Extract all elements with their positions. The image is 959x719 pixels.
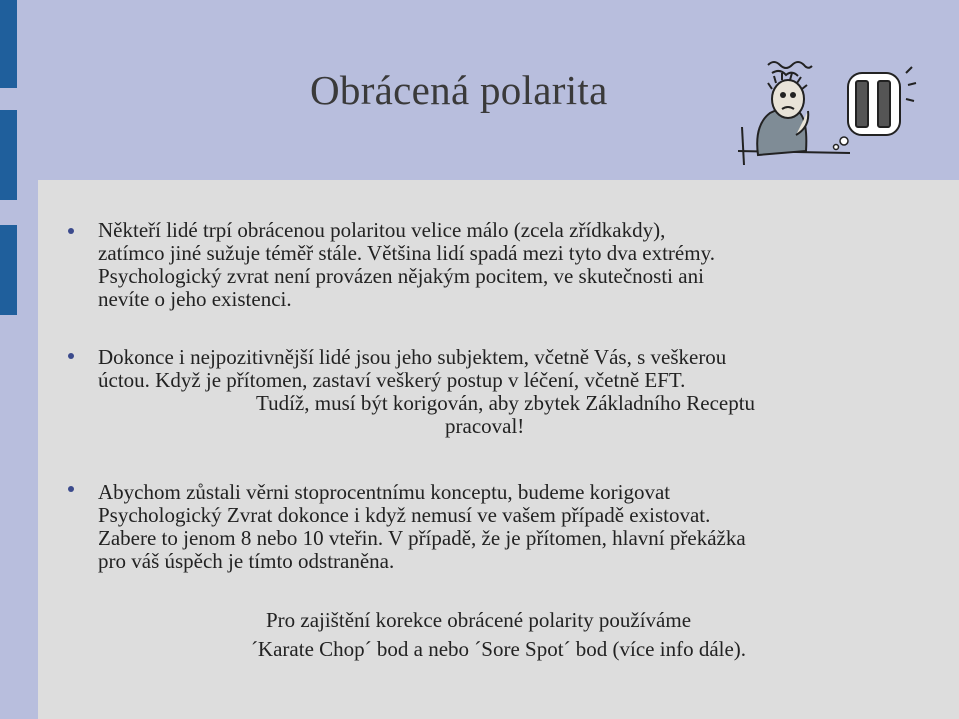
confused-person-illustration [730, 55, 930, 170]
bullet-marker-1 [68, 228, 74, 234]
bullet-2-line-2: úctou. Když je přítomen, zastaví veškerý postup v léčení, včetně EFT. [98, 368, 686, 392]
bullet-1-line-2: zatímco jiné sužuje téměř stále. Většina lidí spadá mezi tyto dva extrémy. [98, 241, 715, 265]
left-accent-bar-top [0, 0, 17, 88]
left-accent-bar-bottom [0, 225, 17, 315]
slide-title: Obrácená polarita [310, 67, 608, 113]
bullet-2-line-4: pracoval! [445, 414, 525, 438]
bullet-text-1 [98, 219, 715, 311]
bullet-3-line-3: Zabere to jenom 8 nebo 10 vteřin. V případě, že je přítomen, hlavní překážka [98, 526, 746, 550]
bullet-2-line-1: Dokonce i nejpozitivnější lidé jsou jeho subjektem, včetně Vás, s veškerou [98, 345, 727, 369]
bullet-3-line-1: Abychom zůstali věrni stoprocentnímu konceptu, budeme korigovat [98, 480, 671, 504]
bullet-1-line-1: Někteří lidé trpí obrácenou polaritou velice málo (zcela zřídkakdy), [98, 218, 666, 242]
bullet-text-3 [98, 481, 746, 573]
bullet-2-line-3: Tudíž, musí být korigován, aby zbytek Základního Receptu [256, 391, 756, 415]
bullet-3-line-2: Psychologický Zvrat dokonce i když nemusí ve vašem případě existovat. [98, 503, 711, 527]
bullet-marker-2 [68, 353, 74, 359]
left-accent-bar-middle [0, 110, 17, 200]
footer-line-2: ´Karate Chop´ bod a nebo ´Sore Spot´ bod (více info dále). [250, 637, 747, 661]
footer-text [38, 606, 959, 664]
footer-line-1: Pro zajištění korekce obrácené polarity používáme [265, 608, 692, 632]
bullet-3-line-4: pro váš úspěch je tímto odstraněna. [98, 549, 395, 573]
bullet-1-line-3: Psychologický zvrat není provázen nějakým pocitem, ve skutečnosti ani [98, 264, 704, 288]
bullet-text-2 [98, 346, 898, 438]
bullet-marker-3 [68, 486, 74, 492]
bullet-1-line-4: nevíte o jeho existenci. [98, 287, 292, 311]
